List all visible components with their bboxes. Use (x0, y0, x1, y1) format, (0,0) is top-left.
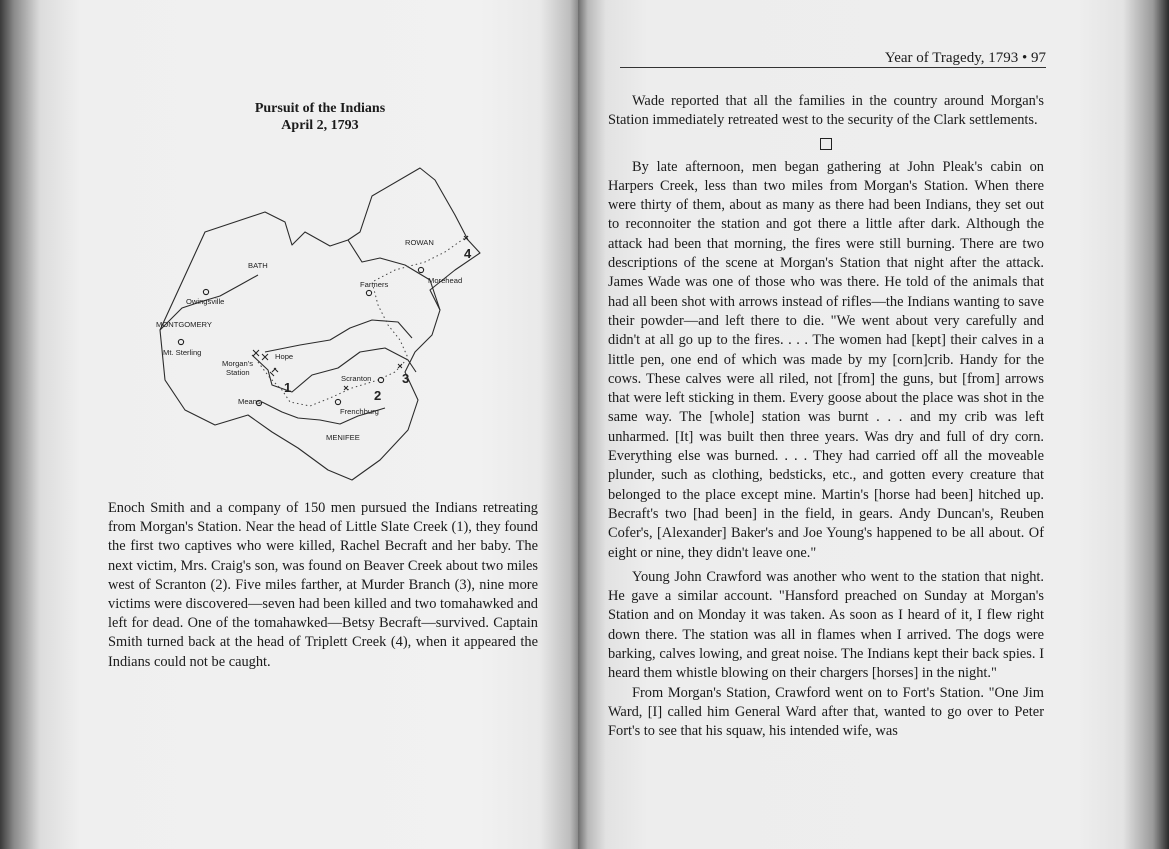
label-farmers: Farmers (360, 280, 389, 289)
label-morgans: Morgan's (222, 359, 253, 368)
map-title: Pursuit of the Indians (254, 101, 386, 116)
header-rule (620, 67, 1046, 68)
label-mt-sterling: Mt. Sterling (163, 348, 202, 357)
owingsville-marker (203, 289, 208, 294)
label-rowan: ROWAN (405, 238, 434, 247)
paragraph: Young John Crawford was another who went to the station that night. He gave a similar account. "Hansford preached on Sunday at Morgan's Station and on Monday it was taken. As soon as I heard of it, I flew right down there. The station was all in flames when I arrived. The dogs were barking, calves lowing, and great noise. The Indians kept their back spies. I heard them whistle blowing on their chargers [horses] in the night." (608, 568, 1044, 682)
label-hope: Hope (275, 352, 294, 361)
county-map (118, 162, 508, 492)
label-frenchburg: Frenchburg (340, 407, 379, 416)
label-menifee: MENIFEE (326, 433, 360, 442)
caption-paragraph: Enoch Smith and a company of 150 men pursued the Indians retreating from Morgan's Station. Near the head of Little Slate Creek (1), they found the first two captives who were killed, Rachel Becraft and her baby. The next victim, Mrs. Craig's son, was found on Beaver Creek about two miles west of Scranton (2). Five miles farther, at Murder Branch (3), nine more victims were discovered—seven had been killed and two tomahawked and left for dead. One of the tomahawked—Betsy Becraft—survived. Captain Smith turned back at the head of Triplett Creek (4), when it appeared the Indians could not be caught. (108, 500, 538, 670)
site-3-marker (398, 364, 402, 368)
county-line-rowan-bath (348, 240, 440, 310)
label-site-3: 3 (402, 371, 410, 386)
farmers-marker (366, 290, 371, 295)
right-page (578, 0, 1169, 849)
paragraph: From Morgan's Station, Crawford went on to Fort's Station. "One Jim Ward, [I] called him General Ward after that, wanted to go over to Peter Fort's to see that his squaw, his intended wife, was (608, 684, 1044, 740)
label-site-4: 4 (464, 246, 472, 261)
label-means: Means (238, 397, 261, 406)
paragraph: By late afternoon, men began gathering at John Pleak's cabin on Harpers Creek, less than two miles from Morgan's Station. When there were thirty of them, about as many as there had been Indians, they set out to reconnoiter the station and got there a little after dark. Although the attack had been that morning, the fires were still burning. There are two descriptions of the scene at Morgan's Station that night after the attack. James Wade was one of those who was there. He told of the animals that had all been shot with arrows instead of rifles—the Indians wanting to save their powder—and left there to die. "We went about very carefully and didn't at all go up to the fires. . . . The women had [kept] their calves in a little pen, one end of which was made by my [corn]crib. Handy for the cows. These calves were all riled, not [from] the guns, but [from] arrows that were left sticking in them. Every goose about the place was shot in the same way. The [whole] station was burnt . . . and my crib was left unharmed. [It] was built then three years. Was dry and full of dry corn. Everything else was burned. . . . They had carried off all the moveable plunder, such as clothing, bedsticks, etc., and gotten every creature that belonged to the place except mine. Martin's [horse had been] hitched up. Becraft's two [had been] in the field, in gears. Andy Duncan's, Reuben Cofer's, [Alexander] Baker's and Joe Young's happened to be all about. Of eight or nine, they didn't leave one." (608, 158, 1044, 561)
body-text (608, 92, 1044, 742)
map-date: April 2, 1793 (281, 118, 359, 133)
county-line-bath-menifee (265, 320, 412, 352)
frenchburg-marker (335, 399, 340, 404)
map-caption (108, 499, 538, 672)
paragraph: Wade reported that all the families in the country around Morgan's Station immediately retreated west to the security of the Clark settlements. (608, 93, 1044, 129)
label-bath: BATH (248, 261, 268, 270)
label-site-2: 2 (374, 388, 382, 403)
scranton-marker (378, 377, 383, 382)
label-montgomery: MONTGOMERY (156, 320, 212, 329)
label-scranton: Scranton (341, 374, 372, 383)
label-station: Station (226, 368, 250, 377)
site-2-marker (344, 386, 348, 390)
mt-sterling-marker (178, 339, 183, 344)
label-owingsville: Owingsville (186, 297, 225, 306)
running-header: Year of Tragedy, 1793 • 97 (884, 50, 1046, 66)
left-page (0, 0, 578, 849)
morehead-marker (418, 267, 423, 272)
label-morehead: Morehead (428, 276, 463, 285)
site-1-marker (270, 368, 278, 376)
label-site-1: 1 (284, 380, 292, 395)
section-break-box (820, 138, 832, 150)
